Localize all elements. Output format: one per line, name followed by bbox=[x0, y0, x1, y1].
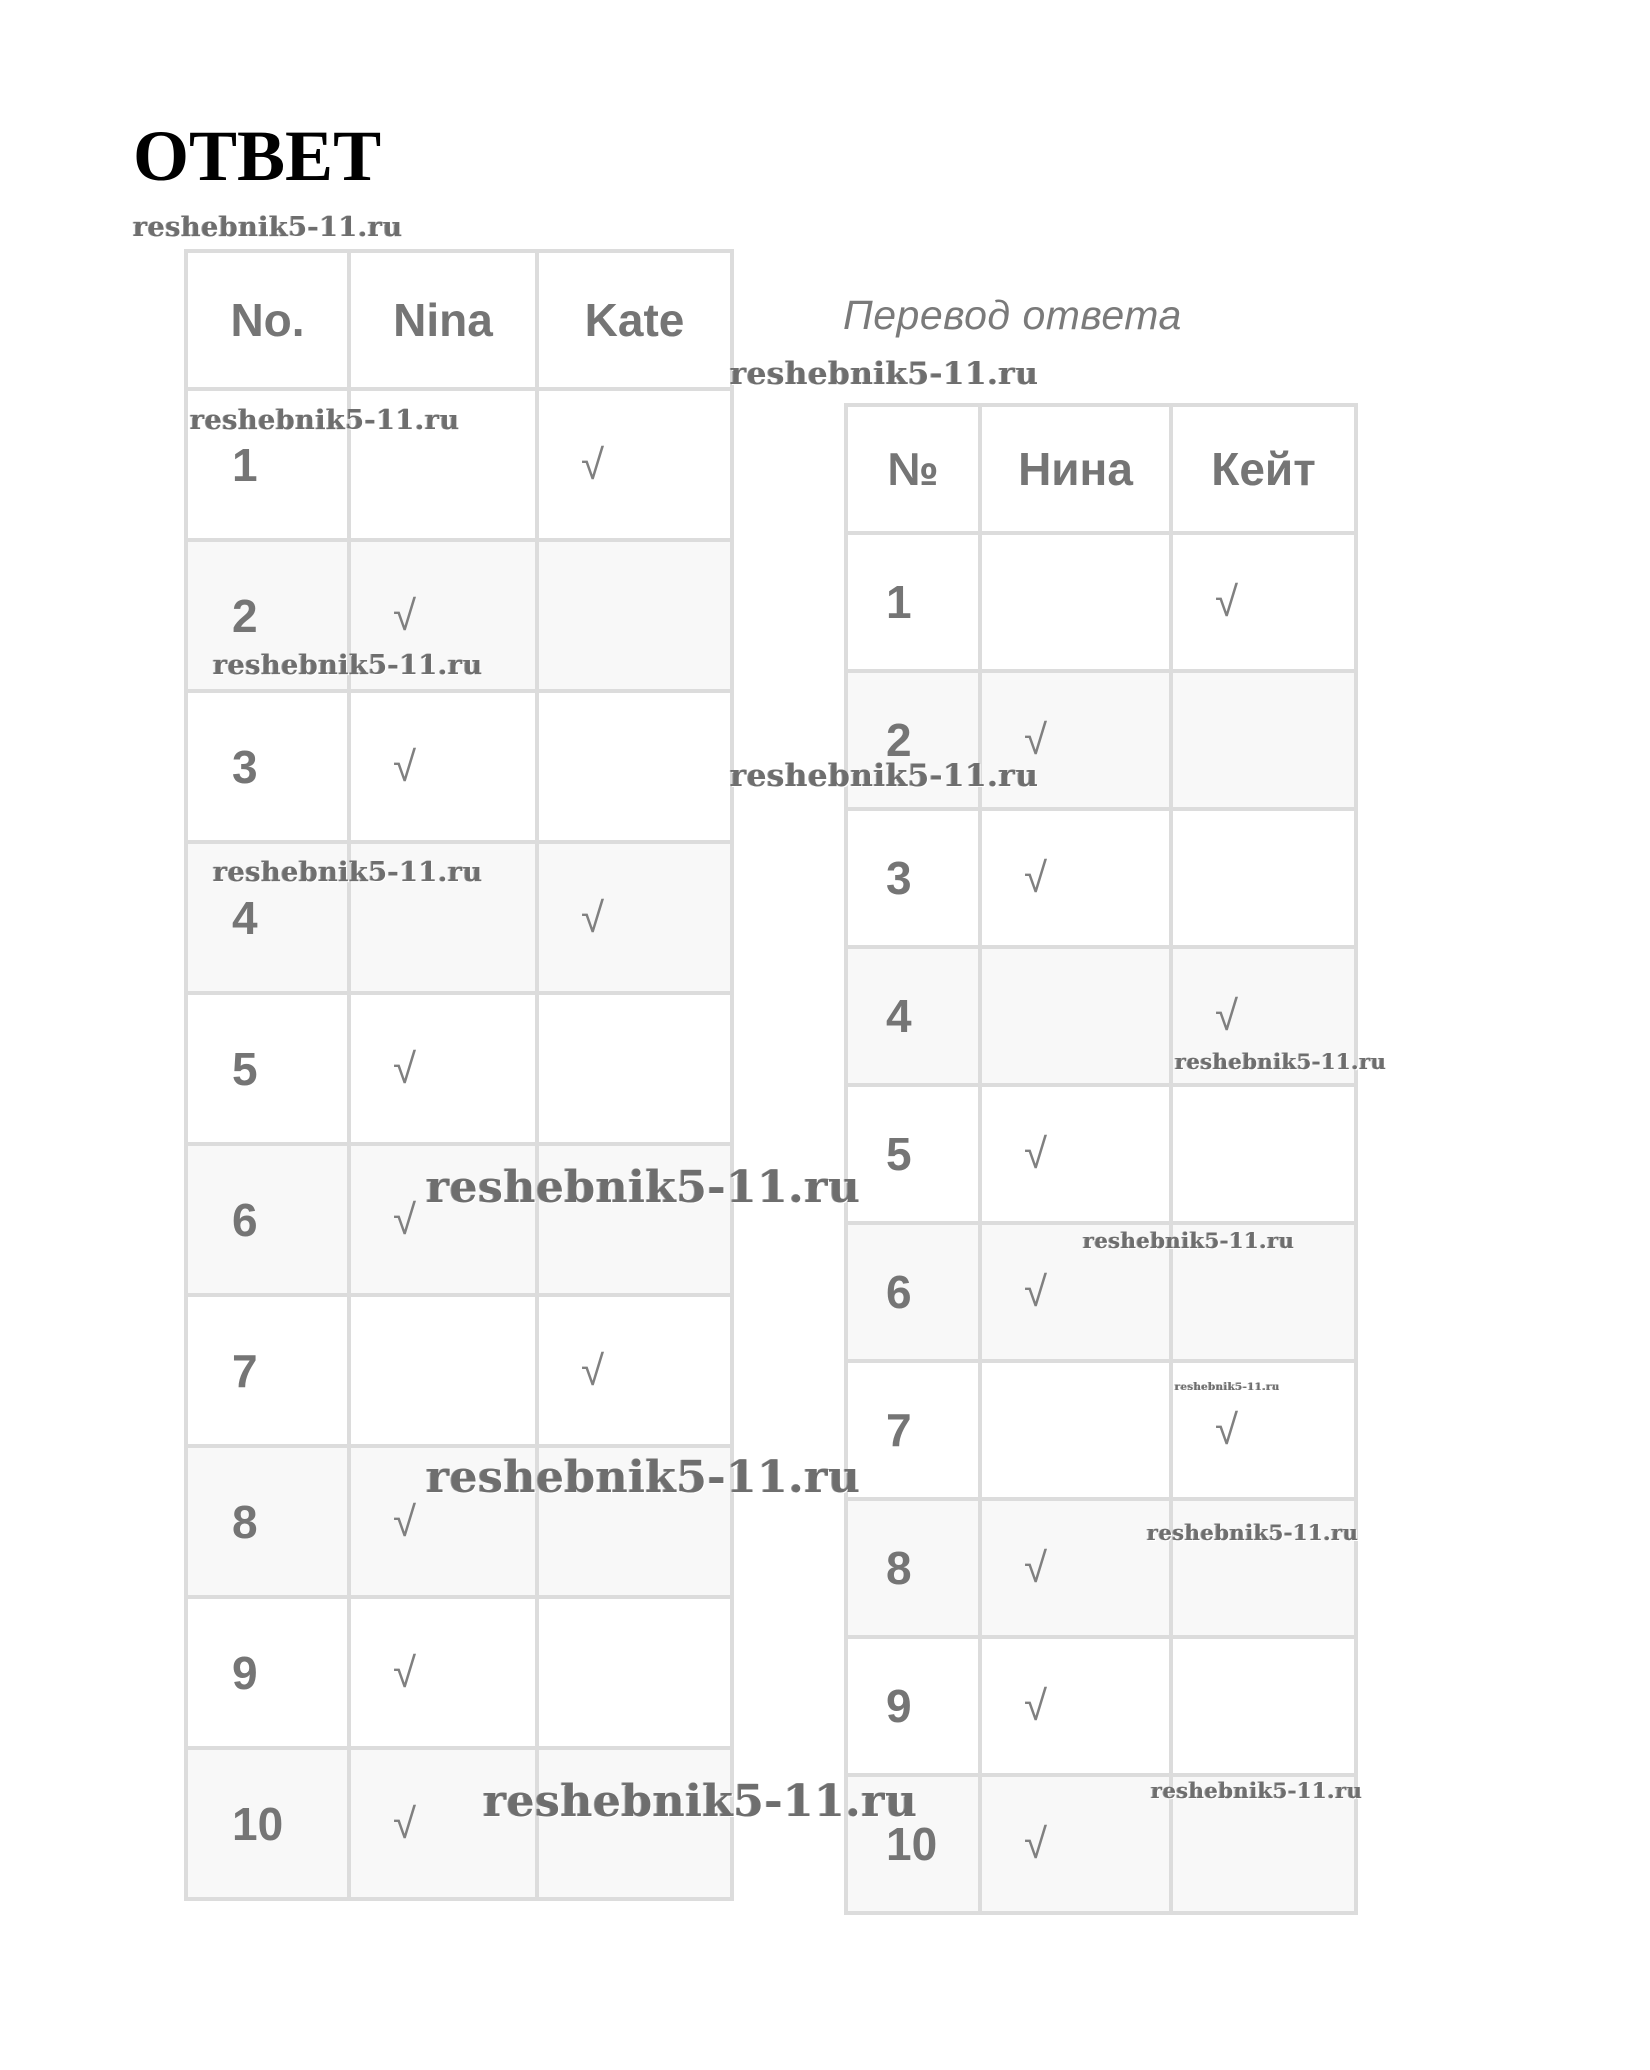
column-header-number: № bbox=[846, 405, 980, 533]
row-number: 3 bbox=[186, 691, 349, 842]
column-header-nina: Nina bbox=[349, 251, 537, 389]
page-title: ОТВЕТ bbox=[133, 116, 382, 196]
table-row bbox=[846, 533, 1356, 671]
column-header-kate: Kate bbox=[537, 251, 732, 389]
nina-check: √ bbox=[980, 671, 1171, 809]
row-number: 4 bbox=[186, 842, 349, 993]
column-header-nina: Нина bbox=[980, 405, 1171, 533]
row-number: 4 bbox=[846, 947, 980, 1085]
kate-check: √ bbox=[537, 1295, 732, 1446]
row-number: 2 bbox=[846, 671, 980, 809]
kate-check: √ bbox=[537, 389, 732, 540]
watermark: reshebnik5-11.ru bbox=[1175, 1382, 1280, 1393]
row-number: 6 bbox=[186, 1144, 349, 1295]
table-row bbox=[186, 691, 732, 842]
row-number: 1 bbox=[846, 533, 980, 671]
nina-check bbox=[980, 947, 1171, 1085]
nina-check bbox=[349, 1295, 537, 1446]
row-number: 7 bbox=[846, 1361, 980, 1499]
nina-check: √ bbox=[349, 540, 537, 691]
row-number: 7 bbox=[186, 1295, 349, 1446]
watermark: reshebnik5-11.ru bbox=[213, 650, 483, 681]
watermark: reshebnik5-11.ru bbox=[426, 1162, 861, 1213]
kate-check bbox=[1171, 809, 1356, 947]
kate-check bbox=[1171, 671, 1356, 809]
nina-check: √ bbox=[980, 809, 1171, 947]
watermark: reshebnik5-11.ru bbox=[730, 356, 1039, 392]
row-number: 1 bbox=[186, 389, 349, 540]
row-number: 10 bbox=[186, 1748, 349, 1899]
nina-check: √ bbox=[349, 1144, 537, 1295]
row-number: 10 bbox=[846, 1775, 980, 1913]
watermark: reshebnik5-11.ru bbox=[1175, 1049, 1387, 1074]
kate-check bbox=[537, 1597, 732, 1748]
kate-check: √ bbox=[1171, 1361, 1356, 1499]
nina-check: √ bbox=[349, 1748, 537, 1899]
watermark: reshebnik5-11.ru bbox=[190, 405, 460, 436]
watermark: reshebnik5-11.ru bbox=[483, 1776, 918, 1827]
watermark: reshebnik5-11.ru bbox=[1083, 1228, 1295, 1253]
row-number: 3 bbox=[846, 809, 980, 947]
table-row bbox=[846, 809, 1356, 947]
kate-check: √ bbox=[1171, 947, 1356, 1085]
row-number: 9 bbox=[846, 1637, 980, 1775]
row-number: 5 bbox=[846, 1085, 980, 1223]
table-row bbox=[186, 1597, 732, 1748]
kate-check bbox=[537, 993, 732, 1144]
column-header-number: No. bbox=[186, 251, 349, 389]
nina-check: √ bbox=[349, 691, 537, 842]
kate-check bbox=[537, 691, 732, 842]
kate-check: √ bbox=[537, 842, 732, 993]
row-number: 8 bbox=[186, 1446, 349, 1597]
table-header-row bbox=[186, 251, 732, 389]
watermark: reshebnik5-11.ru bbox=[730, 758, 1039, 794]
kate-check bbox=[1171, 1637, 1356, 1775]
table-row bbox=[186, 993, 732, 1144]
table-row bbox=[846, 1085, 1356, 1223]
column-header-kate: Кейт bbox=[1171, 405, 1356, 533]
row-number: 8 bbox=[846, 1499, 980, 1637]
nina-check bbox=[980, 1361, 1171, 1499]
nina-check: √ bbox=[980, 1637, 1171, 1775]
answer-table-english bbox=[184, 249, 734, 1901]
table-header-row bbox=[846, 405, 1356, 533]
kate-check bbox=[1171, 1085, 1356, 1223]
nina-check bbox=[980, 533, 1171, 671]
table-row bbox=[846, 1637, 1356, 1775]
translation-caption: Перевод ответа bbox=[843, 292, 1182, 338]
row-number: 2 bbox=[186, 540, 349, 691]
watermark: reshebnik5-11.ru bbox=[213, 857, 483, 888]
watermark: reshebnik5-11.ru bbox=[133, 212, 403, 243]
kate-check: √ bbox=[1171, 533, 1356, 671]
watermark: reshebnik5-11.ru bbox=[1151, 1778, 1363, 1803]
nina-check: √ bbox=[980, 1775, 1171, 1913]
watermark: reshebnik5-11.ru bbox=[426, 1452, 861, 1503]
nina-check: √ bbox=[349, 993, 537, 1144]
row-number: 5 bbox=[186, 993, 349, 1144]
answer-table-russian bbox=[844, 403, 1358, 1915]
watermark: reshebnik5-11.ru bbox=[1147, 1520, 1359, 1545]
nina-check: √ bbox=[980, 1085, 1171, 1223]
table-row bbox=[186, 1295, 732, 1446]
row-number: 9 bbox=[186, 1597, 349, 1748]
nina-check: √ bbox=[980, 1223, 1171, 1361]
kate-check bbox=[537, 540, 732, 691]
nina-check: √ bbox=[349, 1446, 537, 1597]
nina-check: √ bbox=[980, 1499, 1171, 1637]
nina-check: √ bbox=[349, 1597, 537, 1748]
row-number: 6 bbox=[846, 1223, 980, 1361]
